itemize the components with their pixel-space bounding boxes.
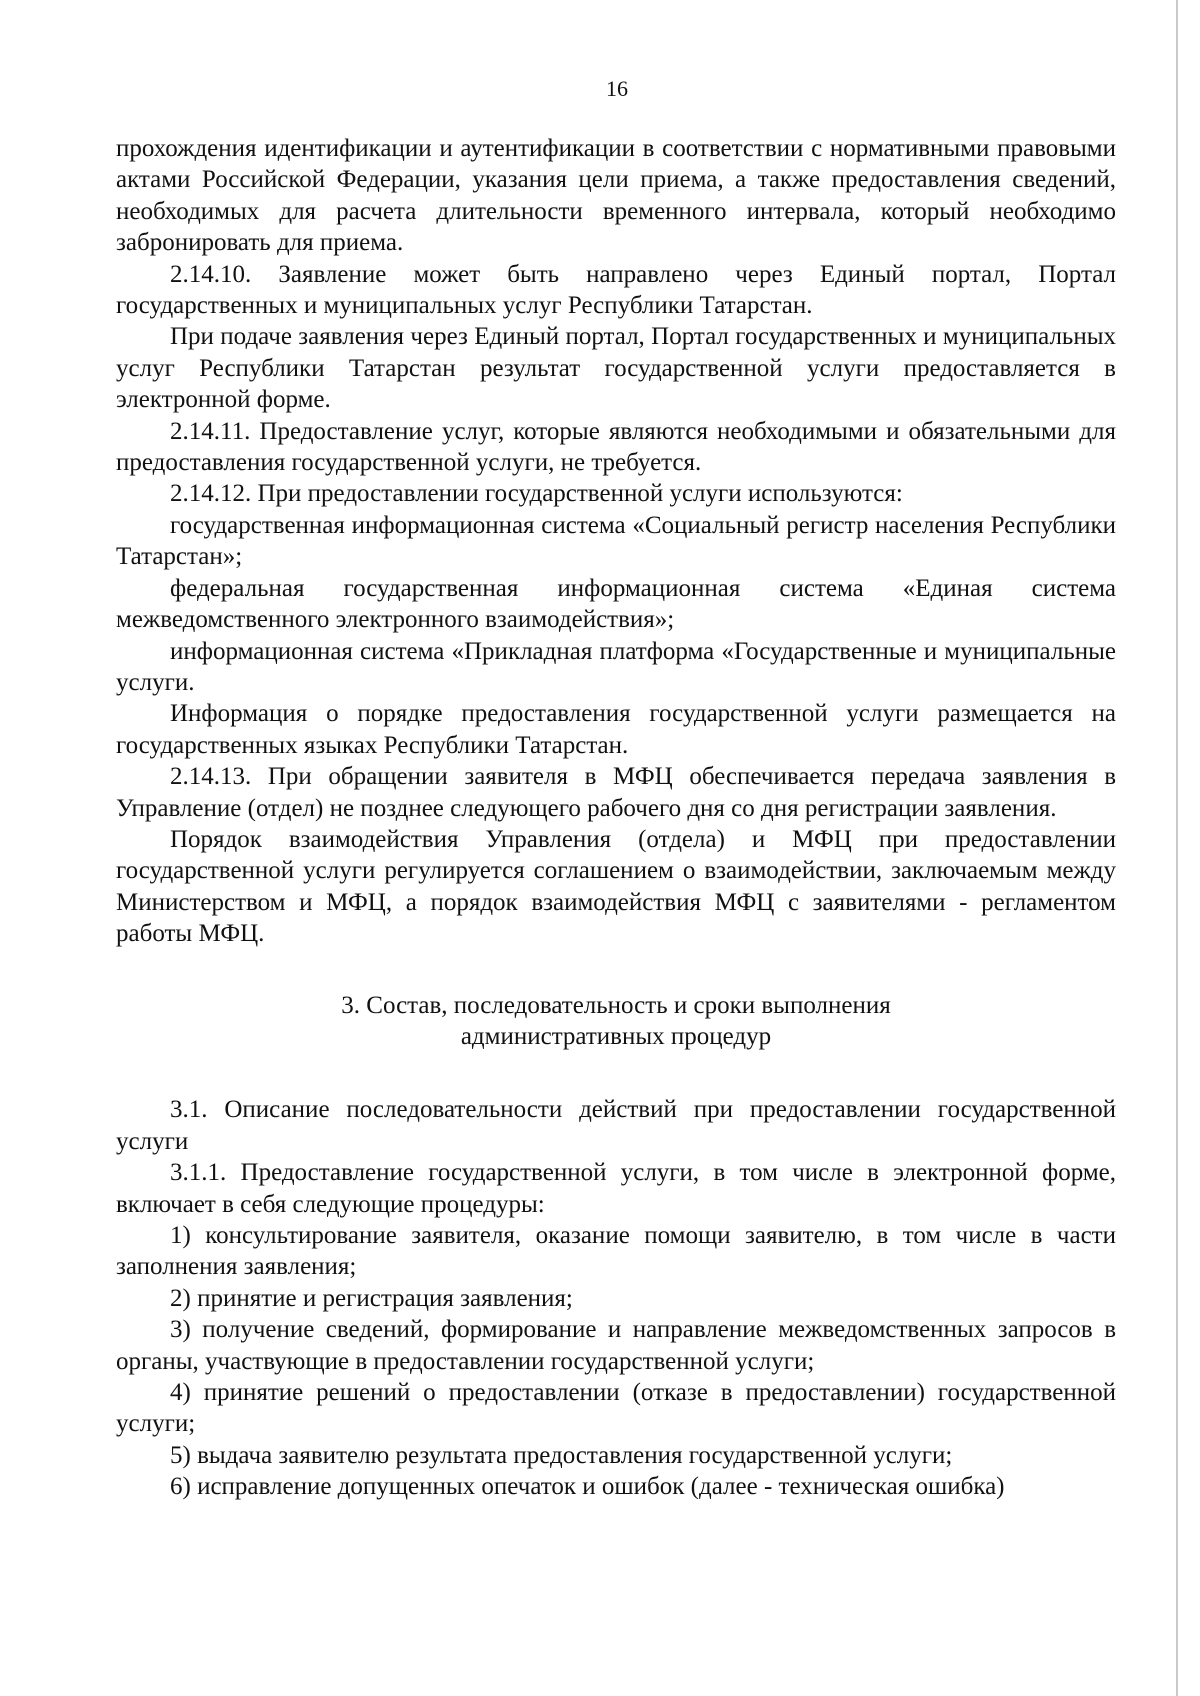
list-item: 3) получение сведений, формирование и направление межведомственных запросов в органы, участвующие в предоставлении государственной услуги; — [116, 1316, 1116, 1375]
paragraph: государственная информационная система «Социальный регистр населения Республики Татарстан»; — [116, 511, 1116, 571]
paragraph: 2.14.12. При предоставлении государственной услуги используются: — [170, 480, 903, 508]
paragraph: 3.1.1. Предоставление государственной услуги, в том числе в электронной форме, включает в себя следующие процедуры: — [116, 1159, 1116, 1218]
paragraphs-after-section — [116, 1094, 1116, 1502]
paragraph: федеральная государственная информационная система «Единая система межведомственного электронного взаимодействия»; — [116, 574, 1116, 634]
list-item: 6) исправление допущенных опечаток и ошибок (далее - техническая ошибка) — [170, 1473, 1005, 1501]
document-body — [116, 133, 1116, 1503]
paragraph: 2.14.13. При обращении заявителя в МФЦ обеспечивается передача заявления в Управление (отдел) не позднее следующего рабочего дня со дня регистрации заявления. — [116, 763, 1116, 822]
paragraph: 2.14.10. Заявление может быть направлено через Единый портал, Портал государственных и муниципальных услуг Республики Татарстан. — [116, 260, 1116, 320]
paragraphs-before-section — [116, 133, 1116, 950]
section-heading-line: 3. Состав, последовательность и сроки выполнения — [341, 991, 891, 1019]
paragraph: Информация о порядке предоставления государственной услуги размещается на государственных языках Республики Татарстан. — [116, 700, 1116, 759]
paragraph: прохождения идентификации и аутентификации в соответствии с нормативными правовыми актами Российской Федерации, указания цели приема, а также предоставления сведений, необходимых для расчета длительности временного интервала, который необходимо забронировать для приема. — [116, 135, 1116, 257]
paragraph: При подаче заявления через Единый портал, Портал государственных и муниципальных услуг Республики Татарстан результат государственной услуги предоставляется в электронной форме. — [116, 323, 1116, 414]
list-item: 5) выдача заявителю результата предоставления государственной услуги; — [170, 1441, 953, 1469]
paragraph: информационная система «Прикладная платформа «Государственные и муниципальные услуги. — [116, 637, 1116, 696]
page-number: 16 — [606, 76, 628, 101]
page-edge-divider — [1176, 0, 1178, 1696]
section-heading — [116, 990, 1116, 1053]
list-item: 1) консультирование заявителя, оказание помощи заявителю, в том числе в части заполнения заявления; — [116, 1222, 1116, 1281]
paragraph: 3.1. Описание последовательности действий при предоставлении государственной услуги — [116, 1096, 1116, 1155]
paragraph: Порядок взаимодействия Управления (отдела) и МФЦ при предоставлении государственной услуги регулируется соглашением о взаимодействии, заключаемым между Министерством и МФЦ, а порядок взаимодействия МФЦ с заявителями - регламентом работы МФЦ. — [116, 825, 1116, 948]
list-item: 2) принятие и регистрация заявления; — [170, 1284, 573, 1312]
section-heading-line: административных процедур — [460, 1022, 772, 1050]
paragraph: 2.14.11. Предоставление услуг, которые являются необходимыми и обязательными для предоставления государственной услуги, не требуется. — [116, 417, 1116, 477]
list-item: 4) принятие решений о предоставлении (отказе в предоставлении) государственной услуги; — [116, 1379, 1116, 1438]
